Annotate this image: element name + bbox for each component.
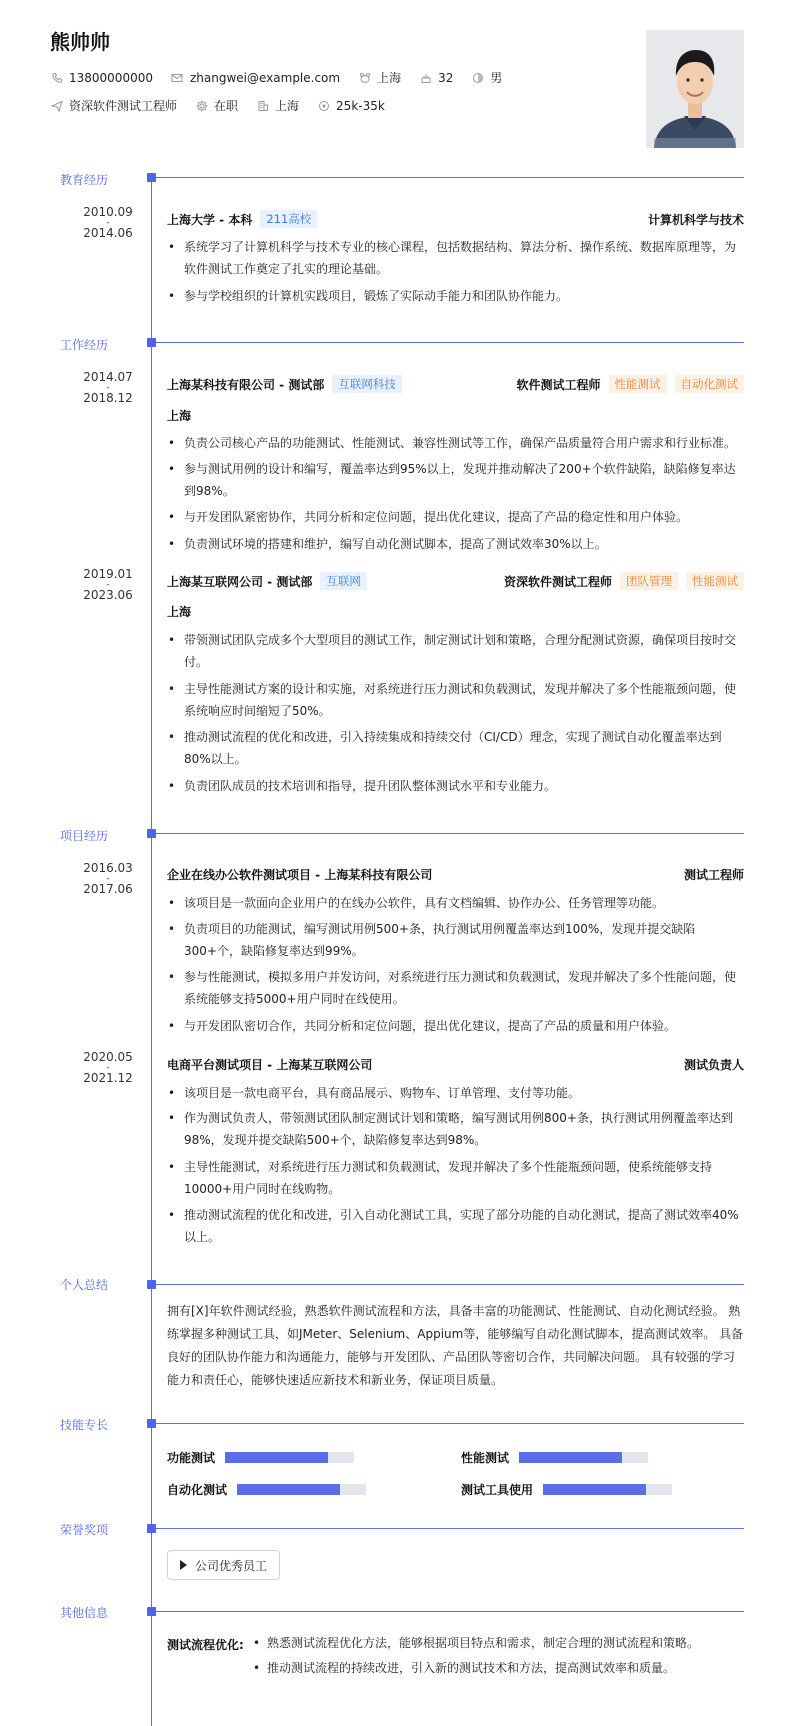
email-item: [171, 71, 340, 85]
section-title-work: 工作经历: [60, 338, 109, 352]
award-label: 公司优秀员工: [195, 1558, 268, 1573]
work-header-1: [167, 375, 744, 393]
list-item: • 参与学校组织的计算机实践项目，锻炼了实际动手能力和团队协作能力。: [167, 285, 744, 307]
phone-item: [50, 71, 153, 85]
education-header: [167, 210, 744, 228]
phone-icon: [50, 71, 63, 84]
candidate-name: 熊帅帅: [50, 30, 110, 54]
project-title: 企业在线办公软件测试项目 - 上海某科技有限公司: [167, 868, 433, 882]
industry-tag: 互联网: [320, 572, 367, 590]
salary-text: 25k-35k: [336, 98, 385, 113]
section-rule-summary: [156, 1284, 744, 1285]
skill-name: 测试工具使用: [461, 1483, 534, 1497]
list-item: • 与开发团队紧密协作，共同分析和定位问题，提出优化建议，提高了产品的稳定性和用户体验。: [167, 506, 744, 528]
age-text: 32: [438, 70, 454, 85]
section-marker-work: [147, 338, 156, 347]
play-icon: [180, 1560, 187, 1570]
bear-icon: [358, 71, 371, 84]
status-text: 在职: [214, 99, 239, 113]
skill-tag: 性能测试: [609, 375, 667, 393]
skill-bar-fill: [225, 1452, 328, 1463]
job-role: 资深软件测试工程师 团队管理 性能测试: [504, 572, 744, 590]
skill-bar: [519, 1452, 648, 1463]
company-name: 上海某科技有限公司 - 测试部: [167, 377, 325, 392]
skill-bar: [543, 1484, 672, 1495]
skill-bar: [225, 1452, 354, 1463]
skill-item: [167, 1481, 366, 1498]
mail-icon: [171, 71, 184, 84]
skill-item: [167, 1449, 354, 1466]
list-item: • 作为测试负责人，带领测试团队制定测试计划和策略，编写测试用例800+条，执行测试用例覆盖率达到98%，发现并提交缺陷500+个，缺陷修复率达到98%。: [167, 1107, 744, 1151]
skill-tag: 性能测试: [686, 572, 744, 590]
section-marker-projects: [147, 829, 156, 838]
list-item: • 推动测试流程的优化和改进，引入自动化测试工具，实现了部分功能的自动化测试，提高了测试效率40%以上。: [167, 1204, 744, 1248]
cake-icon: [419, 71, 432, 84]
gender-text: 男: [490, 71, 503, 85]
list-item: • 参与测试用例的设计和编写，覆盖率达到95%以上，发现并推动解决了200+个软件缺陷，缺陷修复率达到98%。: [167, 458, 744, 502]
industry-tag: 互联网科技: [332, 375, 402, 393]
work-date-2: 2019.01 - 2023.06: [83, 567, 133, 602]
work-date-1: 2014.07 - 2018.12: [83, 370, 133, 405]
section-rule-honors: [156, 1528, 744, 1529]
project-header-1: [167, 866, 744, 883]
other-label: 测试流程优化:: [167, 1638, 244, 1652]
section-rule-education: [156, 177, 744, 178]
phone-text: 13800000000: [69, 70, 153, 85]
list-item: • 负责团队成员的技术培训和指导，提升团队整体测试水平和专业能力。: [167, 775, 744, 797]
skill-name: 功能测试: [167, 1451, 216, 1465]
section-rule-projects: [156, 833, 744, 834]
project-date-2: 2020.05 - 2021.12: [83, 1050, 133, 1085]
list-item: • 带领测试团队完成多个大型项目的测试工作，制定测试计划和策略，合理分配测试资源，确保项目按时交付。: [167, 629, 744, 673]
skill-bar-fill: [543, 1484, 646, 1495]
list-item: • 该项目是一款电商平台，具有商品展示、购物车、订单管理、支付等功能。: [167, 1082, 744, 1104]
section-marker-skills: [147, 1419, 156, 1428]
list-item: • 参与性能测试，模拟多用户并发访问，对系统进行压力测试和负载测试，发现并解决了多个性能问题，使系统能够支持5000+用户同时在线使用。: [167, 966, 744, 1010]
list-item: • 推动测试流程的优化和改进，引入持续集成和持续交付（CI/CD）理念，实现了测试自动化覆盖率达到80%以上。: [167, 726, 744, 770]
list-item: • 负责测试环境的搭建和维护，编写自动化测试脚本，提高了测试效率30%以上。: [167, 533, 744, 555]
city-item: [358, 69, 401, 86]
major: 计算机科学与技术: [647, 212, 744, 227]
project-role: 测试负责人: [683, 1058, 744, 1072]
list-item: • 系统学习了计算机科学与技术专业的核心课程，包括数据结构、算法分析、操作系统、数据库原理等，为软件测试工作奠定了扎实的理论基础。: [167, 236, 744, 280]
target-title-text: 资深软件测试工程师: [69, 99, 178, 113]
award-button[interactable]: [167, 1550, 280, 1580]
work-location: 上海: [167, 605, 192, 619]
project-role: 测试工程师: [683, 868, 744, 882]
education-date: 2010.09 - 2014.06: [83, 205, 133, 240]
section-title-skills: 技能专长: [60, 1418, 109, 1432]
gear-icon: [195, 99, 208, 112]
list-item: • 与开发团队密切合作，共同分析和定位问题，提出优化建议，提高了产品的质量和用户体验。: [167, 1015, 744, 1037]
coin-icon: [317, 99, 330, 112]
school-tag: 211高校: [260, 210, 317, 228]
section-rule-other: [156, 1611, 744, 1612]
work-location: 上海: [167, 409, 192, 423]
section-title-education: 教育经历: [60, 173, 109, 187]
age-item: [419, 71, 453, 85]
skill-bar-fill: [519, 1452, 622, 1463]
list-item: • 熟悉测试流程优化方法，能够根据项目特点和需求，制定合理的测试流程和策略。: [253, 1632, 733, 1654]
building-icon: [256, 99, 269, 112]
salary-item: [317, 99, 385, 113]
send-icon: [50, 99, 63, 112]
section-rule-skills: [156, 1423, 744, 1424]
gender-item: [471, 69, 502, 86]
section-title-projects: 项目经历: [60, 829, 109, 843]
city-text: 上海: [377, 71, 402, 85]
list-item: • 主导性能测试，对系统进行压力测试和负载测试，发现并解决了多个性能瓶颈问题，使系统能够支持10000+用户同时在线购物。: [167, 1156, 744, 1200]
status-item: [195, 97, 238, 114]
section-marker-summary: [147, 1280, 156, 1289]
summary-text: 拥有[X]年软件测试经验，熟悉软件测试流程和方法，具备丰富的功能测试、性能测试、自动化测试经验。 熟练掌握多种测试工具，如JMeter、Selenium、Appium等，能够编写自动化测试脚本，提高测试效率。 具备良好的团队协作能力和沟通能力，能够与开发团队、产品团队等密切合作，共同解决问题。 具有较强的学习能力和责任心，能够快速适应新技术和新业务，保证项目质量。: [167, 1304, 744, 1387]
email-text: zhangwei@example.com: [189, 70, 341, 85]
list-item: • 主导性能测试方案的设计和实施，对系统进行压力测试和负载测试，发现并解决了多个性能瓶颈问题，使系统响应时间缩短了50%。: [167, 678, 744, 722]
job-intent-row: [50, 97, 403, 114]
list-item: • 负责公司核心产品的功能测试、性能测试、兼容性测试等工作，确保产品质量符合用户需求和行业标准。: [167, 432, 744, 454]
section-marker-honors: [147, 1524, 156, 1533]
section-title-summary: 个人总结: [60, 1278, 109, 1292]
work-header-2: [167, 572, 744, 590]
skill-bar: [237, 1484, 366, 1495]
list-item: • 负责项目的功能测试，编写测试用例500+条，执行测试用例覆盖率达到100%，发现并提交缺陷300+个，缺陷修复率达到99%。: [167, 918, 744, 962]
target-city-item: [256, 97, 299, 114]
skill-tag: 团队管理: [620, 572, 678, 590]
skill-name: 性能测试: [461, 1451, 510, 1465]
section-rule-work: [156, 342, 744, 343]
timeline-line: [151, 175, 152, 1726]
skill-item: [461, 1481, 672, 1498]
contact-row: [50, 69, 520, 86]
profile-photo: [646, 30, 744, 148]
list-item: • 推动测试流程的持续改进，引入新的测试技术和方法，提高测试效率和质量。: [253, 1657, 733, 1679]
company-name: 上海某互联网公司 - 测试部: [167, 574, 313, 589]
job-role: 软件测试工程师 性能测试 自动化测试: [516, 375, 744, 393]
target-title-item: [50, 97, 177, 114]
section-marker-education: [147, 173, 156, 182]
list-item: • 该项目是一款面向企业用户的在线办公软件，具有文档编辑、协作办公、任务管理等功能。: [167, 892, 744, 914]
skill-item: [461, 1449, 648, 1466]
project-header-2: [167, 1056, 744, 1073]
skill-tag: 自动化测试: [675, 375, 745, 393]
school-name: 上海大学 - 本科: [167, 212, 253, 227]
target-city-text: 上海: [275, 99, 300, 113]
section-marker-other: [147, 1607, 156, 1616]
gender-icon: [471, 71, 484, 84]
section-title-honors: 荣誉奖项: [60, 1523, 109, 1537]
project-date-1: 2016.03 - 2017.06: [83, 861, 133, 896]
section-title-other: 其他信息: [60, 1606, 109, 1620]
project-title: 电商平台测试项目 - 上海某互联网公司: [167, 1058, 373, 1072]
skill-name: 自动化测试: [167, 1483, 228, 1497]
skill-bar-fill: [237, 1484, 340, 1495]
